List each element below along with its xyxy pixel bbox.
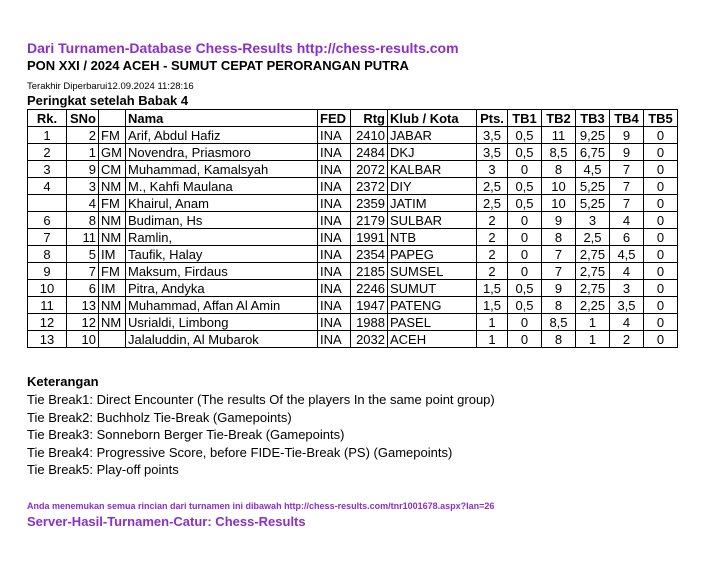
cell-tb2: 10 <box>542 195 576 212</box>
cell-rank: 13 <box>28 331 67 348</box>
cell-rating: 2032 <box>351 331 388 348</box>
cell-tb4: 4 <box>610 314 644 331</box>
cell-sno: 5 <box>67 246 99 263</box>
cell-rating: 2185 <box>351 263 388 280</box>
table-row <box>28 280 678 297</box>
cell-sno: 1 <box>67 144 99 161</box>
col-fed: FED <box>318 110 351 127</box>
cell-points: 2,5 <box>477 195 508 212</box>
server-name-link[interactable]: Server-Hasil-Turnamen-Catur: Chess-Results <box>27 514 306 529</box>
cell-title: CM <box>99 161 126 178</box>
table-row <box>28 212 678 229</box>
table-header <box>28 110 678 127</box>
tie-break-note-3: Tie Break3: Sonneborn Berger Tie-Break (Gamepoints) <box>27 427 345 442</box>
cell-points: 3,5 <box>477 127 508 144</box>
cell-rank: 10 <box>28 280 67 297</box>
cell-title: FM <box>99 195 126 212</box>
cell-rating: 1991 <box>351 229 388 246</box>
table-row <box>28 144 678 161</box>
table-row <box>28 263 678 280</box>
cell-tb3: 2,75 <box>576 263 610 280</box>
cell-title: FM <box>99 263 126 280</box>
cell-rating: 2484 <box>351 144 388 161</box>
cell-points: 2 <box>477 229 508 246</box>
cell-title: NM <box>99 178 126 195</box>
cell-sno: 11 <box>67 229 99 246</box>
cell-tb1: 0,5 <box>508 178 542 195</box>
cell-tb5: 0 <box>644 229 678 246</box>
col-tb5: TB5 <box>644 110 678 127</box>
cell-points: 2 <box>477 263 508 280</box>
cell-tb4: 4,5 <box>610 246 644 263</box>
cell-name[interactable]: Khairul, Anam <box>126 195 318 212</box>
cell-title: NM <box>99 229 126 246</box>
cell-title: GM <box>99 144 126 161</box>
table-row <box>28 178 678 195</box>
cell-rank: 6 <box>28 212 67 229</box>
cell-tb4: 6 <box>610 229 644 246</box>
event-title: PON XXI / 2024 ACEH - SUMUT CEPAT PERORANGAN PUTRA <box>27 58 409 73</box>
cell-tb2: 7 <box>542 263 576 280</box>
cell-name[interactable]: Pitra, Andyka <box>126 280 318 297</box>
cell-fed: INA <box>318 297 351 314</box>
cell-tb5: 0 <box>644 314 678 331</box>
table-header-row <box>28 110 678 127</box>
cell-name[interactable]: Budiman, Hs <box>126 212 318 229</box>
cell-fed: INA <box>318 212 351 229</box>
cell-club: SULBAR <box>388 212 477 229</box>
cell-tb5: 0 <box>644 195 678 212</box>
cell-tb5: 0 <box>644 144 678 161</box>
cell-tb2: 8,5 <box>542 314 576 331</box>
cell-title: IM <box>99 280 126 297</box>
cell-tb5: 0 <box>644 280 678 297</box>
cell-points: 2 <box>477 212 508 229</box>
cell-rating: 1947 <box>351 297 388 314</box>
table-row <box>28 229 678 246</box>
cell-sno: 9 <box>67 161 99 178</box>
col-title <box>99 110 126 127</box>
standings-table <box>27 109 678 348</box>
cell-rank: 8 <box>28 246 67 263</box>
cell-fed: INA <box>318 280 351 297</box>
cell-title: FM <box>99 127 126 144</box>
cell-fed: INA <box>318 246 351 263</box>
cell-tb4: 9 <box>610 127 644 144</box>
cell-tb2: 9 <box>542 280 576 297</box>
cell-tb5: 0 <box>644 297 678 314</box>
cell-tb3: 5,25 <box>576 178 610 195</box>
cell-points: 3,5 <box>477 144 508 161</box>
cell-rating: 1988 <box>351 314 388 331</box>
cell-sno: 6 <box>67 280 99 297</box>
cell-fed: INA <box>318 331 351 348</box>
cell-club: PASEL <box>388 314 477 331</box>
cell-tb5: 0 <box>644 331 678 348</box>
cell-tb1: 0,5 <box>508 144 542 161</box>
cell-rating: 2179 <box>351 212 388 229</box>
tie-break-note-1: Tie Break1: Direct Encounter (The results Of the players In the same point group) <box>27 392 495 407</box>
cell-tb5: 0 <box>644 178 678 195</box>
cell-tb5: 0 <box>644 161 678 178</box>
cell-fed: INA <box>318 178 351 195</box>
cell-tb4: 7 <box>610 195 644 212</box>
cell-tb4: 2 <box>610 331 644 348</box>
cell-tb4: 3,5 <box>610 297 644 314</box>
cell-tb5: 0 <box>644 212 678 229</box>
cell-club: SUMSEL <box>388 263 477 280</box>
cell-tb5: 0 <box>644 263 678 280</box>
tie-break-note-5: Tie Break5: Play-off points <box>27 462 179 477</box>
cell-title: NM <box>99 314 126 331</box>
cell-name[interactable]: Muhammad, Kamalsyah <box>126 161 318 178</box>
round-title: Peringkat setelah Babak 4 <box>27 93 189 108</box>
cell-tb1: 0 <box>508 212 542 229</box>
cell-club: NTB <box>388 229 477 246</box>
col-name: Nama <box>126 110 318 127</box>
cell-fed: INA <box>318 314 351 331</box>
cell-name[interactable]: Muhammad, Affan Al Amin <box>126 297 318 314</box>
cell-tb3: 2,75 <box>576 280 610 297</box>
notes-title: Keterangan <box>27 374 99 389</box>
cell-points: 1 <box>477 314 508 331</box>
cell-title: NM <box>99 212 126 229</box>
cell-sno: 12 <box>67 314 99 331</box>
cell-rank: 7 <box>28 229 67 246</box>
col-tb4: TB4 <box>610 110 644 127</box>
cell-tb3: 2,5 <box>576 229 610 246</box>
table-body <box>28 127 678 348</box>
tie-break-note-2: Tie Break2: Buchholz Tie-Break (Gamepoints) <box>27 409 292 425</box>
cell-sno: 3 <box>67 178 99 195</box>
cell-points: 3 <box>477 161 508 178</box>
cell-fed: INA <box>318 161 351 178</box>
cell-points: 2,5 <box>477 178 508 195</box>
cell-name[interactable]: Jalaluddin, Al Mubarok <box>126 331 318 348</box>
cell-tb3: 2,75 <box>576 246 610 263</box>
cell-name[interactable]: Taufik, Halay <box>126 246 318 263</box>
cell-tb4: 7 <box>610 178 644 195</box>
cell-tb3: 3 <box>576 212 610 229</box>
cell-tb4: 7 <box>610 161 644 178</box>
cell-tb1: 0 <box>508 229 542 246</box>
cell-rating: 2354 <box>351 246 388 263</box>
cell-club: DIY <box>388 178 477 195</box>
cell-tb2: 8,5 <box>542 144 576 161</box>
cell-club: JABAR <box>388 127 477 144</box>
cell-rank: 2 <box>28 144 67 161</box>
cell-fed: INA <box>318 263 351 280</box>
cell-name[interactable]: Ramlin, <box>126 229 318 246</box>
cell-tb4: 4 <box>610 263 644 280</box>
cell-title <box>99 331 126 348</box>
cell-rank <box>28 195 67 212</box>
cell-tb2: 11 <box>542 127 576 144</box>
cell-tb2: 8 <box>542 229 576 246</box>
cell-tb1: 0 <box>508 314 542 331</box>
cell-points: 1,5 <box>477 280 508 297</box>
cell-tb2: 8 <box>542 331 576 348</box>
cell-club: JATIM <box>388 195 477 212</box>
cell-rating: 2246 <box>351 280 388 297</box>
cell-tb5: 0 <box>644 246 678 263</box>
cell-tb2: 7 <box>542 246 576 263</box>
cell-rating: 2372 <box>351 178 388 195</box>
cell-tb3: 6,75 <box>576 144 610 161</box>
tie-break-note-4: Tie Break4: Progressive Score, before FIDE-Tie-Break (PS) (Gamepoints) <box>27 444 453 460</box>
cell-tb3: 1 <box>576 331 610 348</box>
cell-rank: 12 <box>28 314 67 331</box>
table-row <box>28 246 678 263</box>
cell-name[interactable]: M., Kahfi Maulana <box>126 178 318 195</box>
cell-sno: 8 <box>67 212 99 229</box>
cell-tb5: 0 <box>644 127 678 144</box>
cell-points: 2 <box>477 246 508 263</box>
cell-tb1: 0 <box>508 246 542 263</box>
source-link[interactable]: Dari Turnamen-Database Chess-Results http://chess-results.com <box>27 40 459 56</box>
cell-sno: 7 <box>67 263 99 280</box>
cell-title: NM <box>99 297 126 314</box>
cell-rank: 4 <box>28 178 67 195</box>
cell-tb2: 10 <box>542 178 576 195</box>
cell-tb2: 9 <box>542 212 576 229</box>
cell-tb1: 0 <box>508 263 542 280</box>
cell-rank: 9 <box>28 263 67 280</box>
cell-club: ACEH <box>388 331 477 348</box>
tie-break-notes <box>27 391 495 479</box>
table-row <box>28 127 678 144</box>
col-sno: SNo <box>67 110 99 127</box>
col-rating: Rtg <box>351 110 388 127</box>
cell-name[interactable]: Arif, Abdul Hafiz <box>126 127 318 144</box>
cell-name[interactable]: Usrialdi, Limbong <box>126 314 318 331</box>
col-rank: Rk. <box>28 110 67 127</box>
cell-tb4: 3 <box>610 280 644 297</box>
cell-club: PAPEG <box>388 246 477 263</box>
cell-tb3: 4,5 <box>576 161 610 178</box>
cell-points: 1,5 <box>477 297 508 314</box>
cell-rank: 11 <box>28 297 67 314</box>
cell-fed: INA <box>318 229 351 246</box>
cell-rank: 1 <box>28 127 67 144</box>
cell-sno: 10 <box>67 331 99 348</box>
cell-club: PATENG <box>388 297 477 314</box>
cell-tb3: 9,25 <box>576 127 610 144</box>
cell-fed: INA <box>318 195 351 212</box>
cell-sno: 2 <box>67 127 99 144</box>
cell-tb3: 5,25 <box>576 195 610 212</box>
table-row <box>28 161 678 178</box>
tournament-detail-link[interactable]: Anda menemukan semua rincian dari turnamen ini dibawah http://chess-results.com/tnr1001678.aspx?lan=26 <box>27 501 495 511</box>
cell-rating: 2410 <box>351 127 388 144</box>
cell-points: 1 <box>477 331 508 348</box>
cell-tb1: 0 <box>508 161 542 178</box>
last-updated: Terakhir Diperbarui12.09.2024 11:28:16 <box>27 81 194 92</box>
cell-sno: 13 <box>67 297 99 314</box>
cell-club: SUMUT <box>388 280 477 297</box>
table-row <box>28 297 678 314</box>
cell-tb4: 4 <box>610 212 644 229</box>
cell-tb2: 8 <box>542 161 576 178</box>
col-points: Pts. <box>477 110 508 127</box>
cell-name[interactable]: Maksum, Firdaus <box>126 263 318 280</box>
cell-rank: 3 <box>28 161 67 178</box>
cell-rating: 2072 <box>351 161 388 178</box>
cell-club: DKJ <box>388 144 477 161</box>
cell-tb1: 0,5 <box>508 297 542 314</box>
col-tb3: TB3 <box>576 110 610 127</box>
col-tb1: TB1 <box>508 110 542 127</box>
col-tb2: TB2 <box>542 110 576 127</box>
cell-club: KALBAR <box>388 161 477 178</box>
cell-tb1: 0,5 <box>508 195 542 212</box>
table-row <box>28 195 678 212</box>
cell-tb2: 8 <box>542 297 576 314</box>
cell-title: IM <box>99 246 126 263</box>
cell-tb3: 2,25 <box>576 297 610 314</box>
table-row <box>28 331 678 348</box>
cell-tb4: 9 <box>610 144 644 161</box>
cell-sno: 4 <box>67 195 99 212</box>
col-club: Klub / Kota <box>388 110 477 127</box>
cell-fed: INA <box>318 144 351 161</box>
cell-tb1: 0 <box>508 331 542 348</box>
cell-tb1: 0,5 <box>508 280 542 297</box>
cell-tb3: 1 <box>576 314 610 331</box>
table-row <box>28 314 678 331</box>
cell-fed: INA <box>318 127 351 144</box>
cell-tb1: 0,5 <box>508 127 542 144</box>
cell-name[interactable]: Novendra, Priasmoro <box>126 144 318 161</box>
cell-rating: 2359 <box>351 195 388 212</box>
